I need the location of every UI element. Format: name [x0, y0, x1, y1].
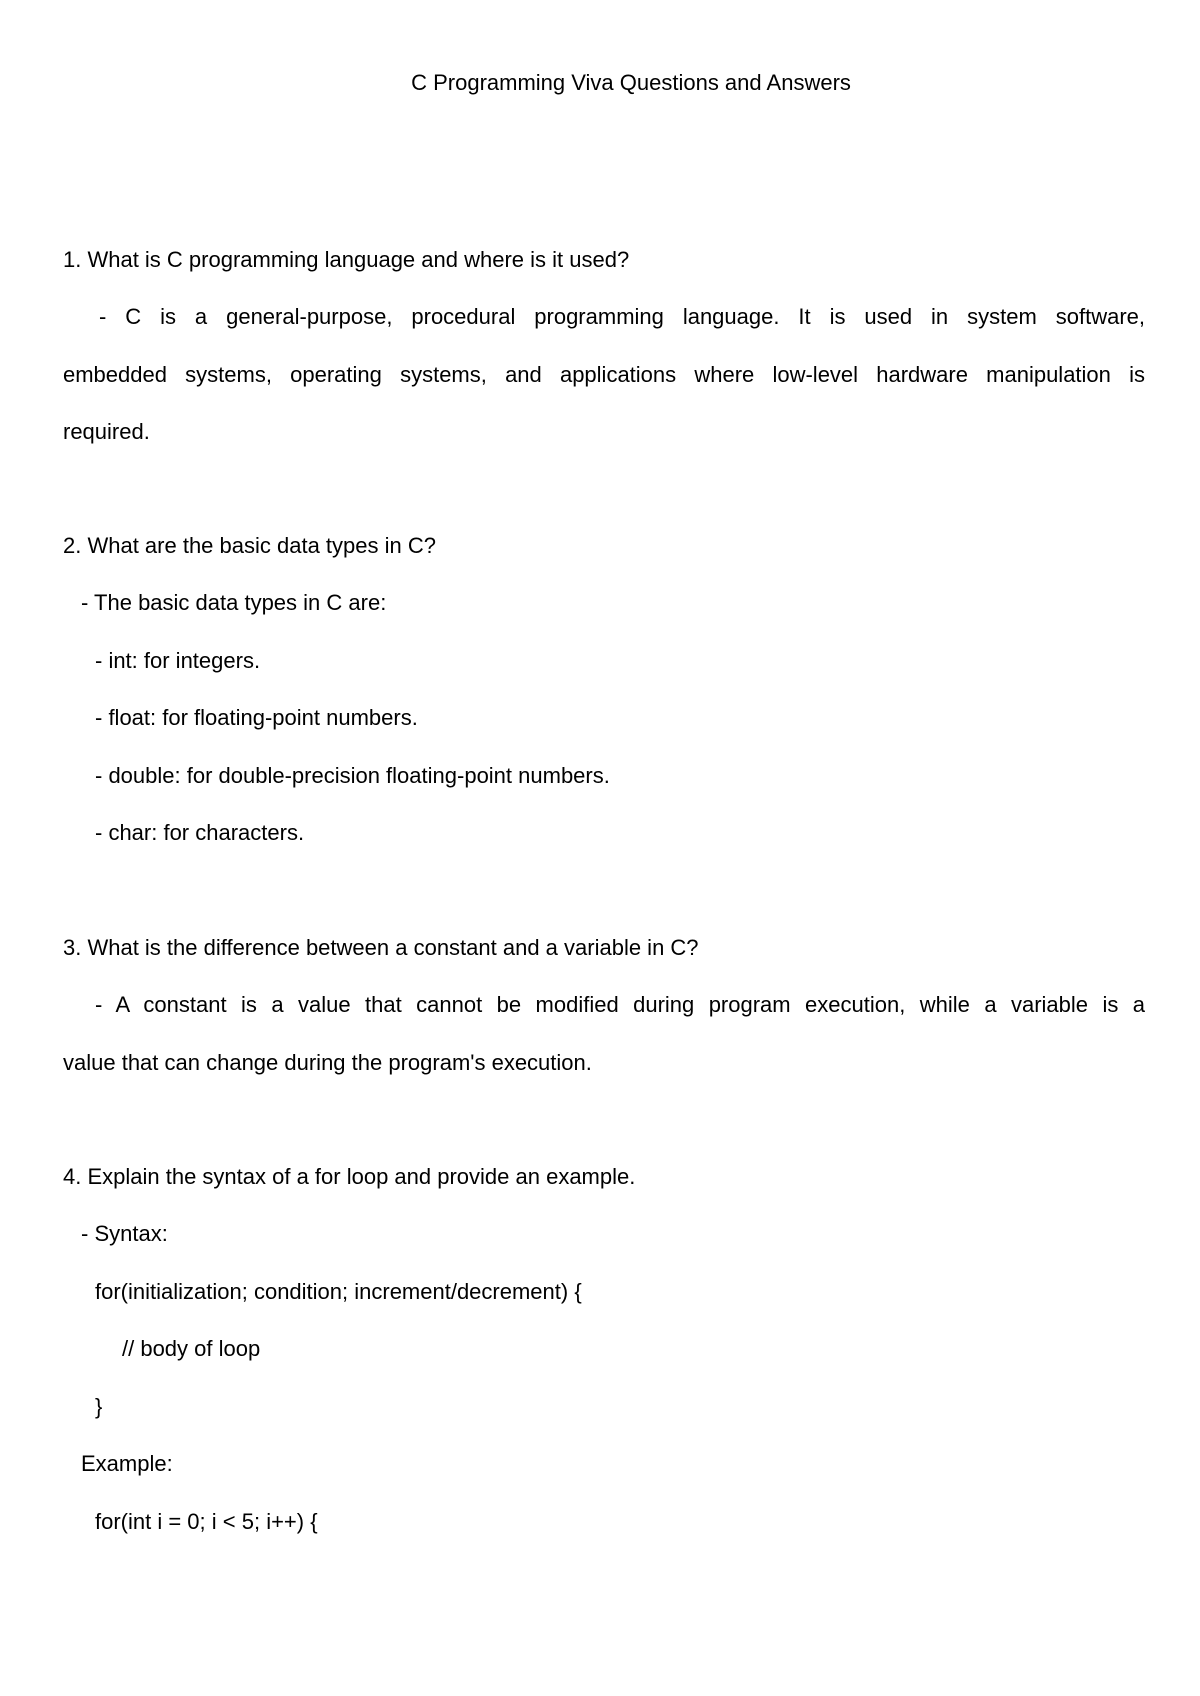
code-example-line-1: for(int i = 0; i < 5; i++) {: [95, 1509, 318, 1534]
question-4: 4. Explain the syntax of a for loop and provide an example.: [63, 1164, 636, 1189]
data-type-item: - float: for floating-point numbers.: [95, 705, 418, 730]
data-type-item: - int: for integers.: [95, 648, 261, 673]
data-type-item: - double: for double-precision floating-point numbers.: [95, 763, 610, 788]
code-syntax-line-3: }: [95, 1394, 103, 1419]
data-type-item: - char: for characters.: [95, 820, 305, 845]
syntax-label: - Syntax:: [81, 1221, 168, 1246]
answer-1-line-2: embedded systems, operating systems, and applications where low-level hardware manipulation is: [63, 362, 1145, 387]
question-3: 3. What is the difference between a constant and a variable in C?: [63, 935, 699, 960]
question-1: 1. What is C programming language and where is it used?: [63, 247, 630, 272]
page-title: C Programming Viva Questions and Answers: [411, 70, 851, 95]
answer-1-line-1: - C is a general-purpose, procedural programming language. It is used in system software,: [99, 304, 1145, 329]
answer-3-line-2: value that can change during the program's execution.: [63, 1050, 592, 1075]
example-label: Example:: [81, 1451, 173, 1476]
code-syntax-line-2: // body of loop: [122, 1336, 261, 1361]
answer-3-line-1: - A constant is a value that cannot be modified during program execution, while a variable is a: [95, 992, 1145, 1017]
question-2: 2. What are the basic data types in C?: [63, 533, 436, 558]
answer-2-intro: - The basic data types in C are:: [81, 590, 387, 615]
code-syntax-line-1: for(initialization; condition; increment/decrement) {: [95, 1279, 582, 1304]
answer-1-line-3: required.: [63, 419, 150, 444]
